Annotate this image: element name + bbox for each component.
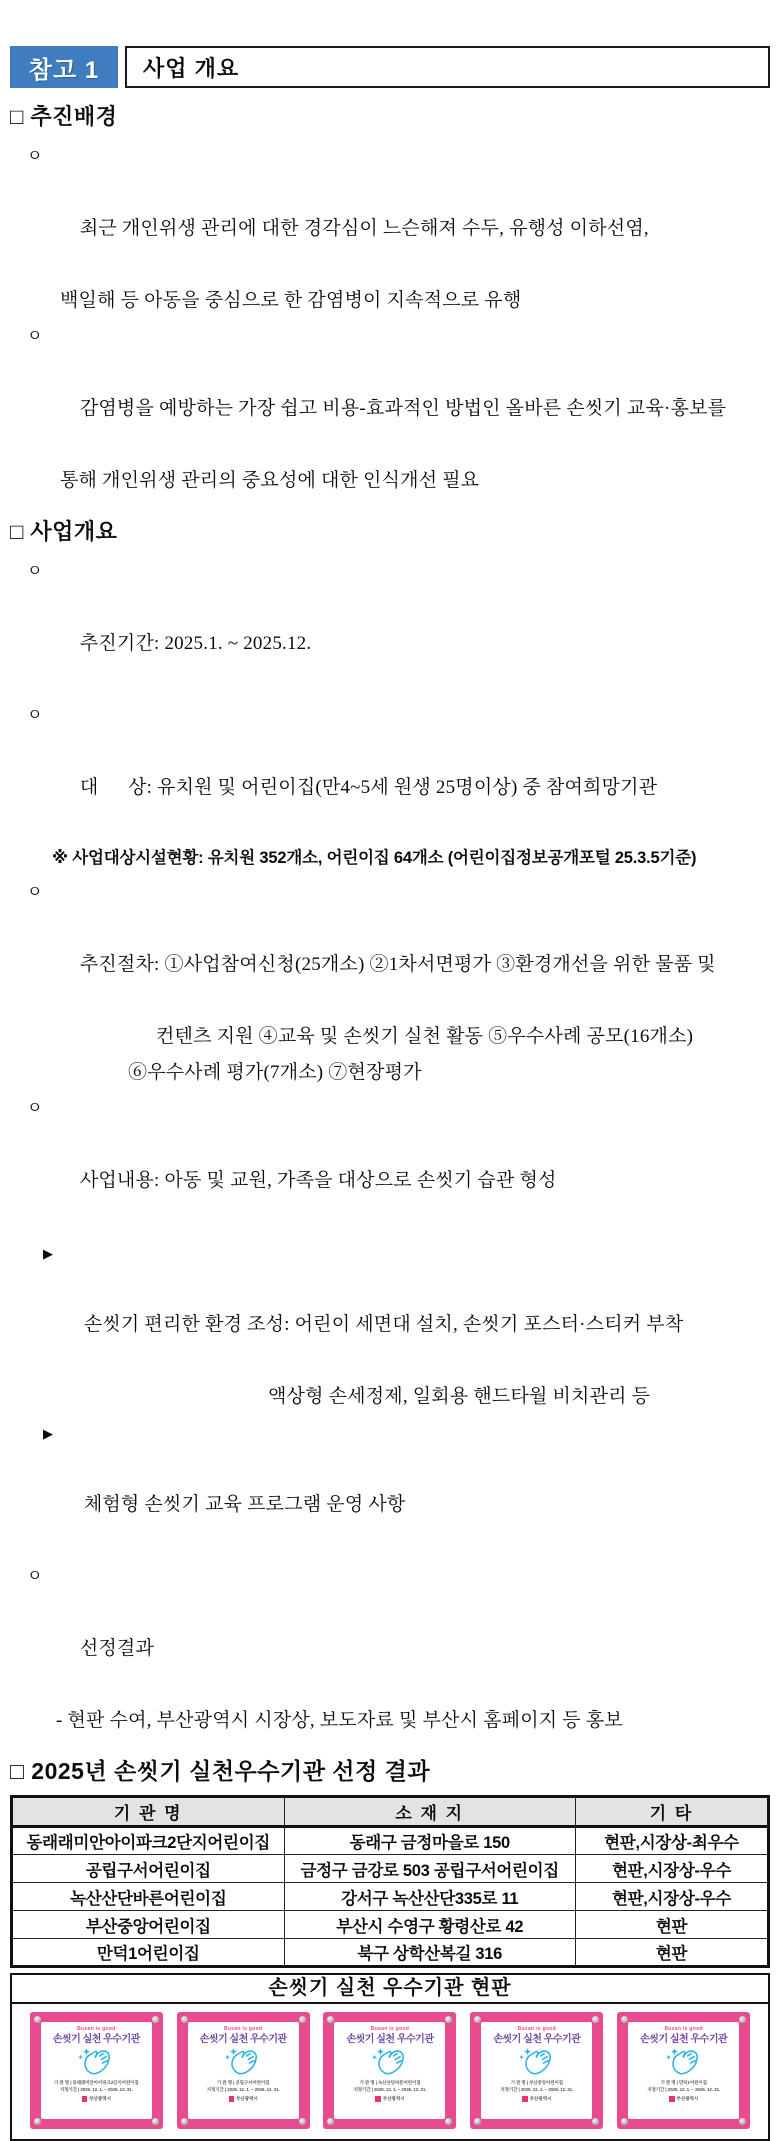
screw-icon xyxy=(181,2118,188,2125)
section-heading-selection: □ 2025년 손씻기 실천우수기관 선정 결과 xyxy=(10,1758,431,1784)
busan-logo-text: 부산광역시 xyxy=(89,2096,111,2101)
plaque-section xyxy=(10,1973,770,2141)
plaque-period-line: 지정기간 | 2025. 12. 1. ~ 2026. 12. 31. xyxy=(500,2086,574,2092)
bullet-marker: ㅇ xyxy=(27,328,43,345)
bullet-line xyxy=(10,139,770,283)
washing-hands-icon xyxy=(519,2047,555,2078)
busan-logo-icon xyxy=(229,2096,235,2102)
plaque-gallery xyxy=(12,2004,768,2139)
plaque-card xyxy=(188,2022,299,2119)
busan-logo xyxy=(522,2096,551,2102)
cell-etc: 현판,시장상-우수 xyxy=(575,1855,768,1883)
screw-icon xyxy=(739,2118,746,2125)
busan-slogan: Busan is good xyxy=(223,2026,263,2032)
busan-logo-icon xyxy=(669,2096,675,2102)
screw-icon xyxy=(474,2016,481,2023)
busan-logo xyxy=(375,2096,404,2102)
doc-title-box: 사업 개요 xyxy=(125,46,770,88)
table-row xyxy=(12,1939,769,1967)
plaque-section-title: 손씻기 실천 우수기관 현판 xyxy=(12,1975,768,2004)
bullet-marker: ㅇ xyxy=(27,884,43,901)
screw-icon xyxy=(327,2016,334,2023)
plaque-period-line: 지정기간 | 2025. 12. 1. ~ 2026. 12. 31. xyxy=(353,2086,427,2092)
plaque-org-line: 기 관 명 | 부산중앙어린이집 xyxy=(510,2080,564,2085)
sub-bullet-line xyxy=(10,1415,770,1559)
section-heading-background: □ 추진배경 xyxy=(10,104,118,129)
bullet-line xyxy=(10,1559,770,1703)
bullet-marker: ㅇ xyxy=(27,707,43,724)
screw-icon xyxy=(739,2016,746,2023)
plaque-card xyxy=(41,2022,152,2119)
line-text: 통해 개인위생 관리의 중요성에 대한 인식개선 필요 xyxy=(60,470,480,491)
screw-icon xyxy=(445,2118,452,2125)
busan-logo-text: 부산광역시 xyxy=(676,2096,699,2101)
table-row xyxy=(12,1827,769,1855)
plaque-image xyxy=(30,2012,163,2129)
col-header-etc: 기 타 xyxy=(575,1797,768,1827)
washing-hands-icon xyxy=(78,2047,114,2078)
bullet-marker: ㅇ xyxy=(27,148,43,165)
line-text: 감염병을 예방하는 가장 쉽고 비용-효과적인 방법인 올바른 손씻기 교육·홍보를 xyxy=(79,398,727,419)
cell-institution: 만덕1어린이집 xyxy=(12,1939,285,1967)
bullet-line xyxy=(10,698,770,842)
screw-icon xyxy=(34,2118,41,2125)
note-line: ※ 사업대상시설현황: 유치원 352개소, 어린이집 64개소 (어린이집정보공개포털 25.3.5기준) xyxy=(52,849,697,867)
plaque-title: 손씻기 실천 우수기관 xyxy=(52,2034,140,2045)
table-header-row xyxy=(12,1797,769,1827)
washing-hands-icon xyxy=(225,2047,261,2078)
line-text: - 현판 수여, 부산광역시 시장상, 보도자료 및 부산시 홈페이지 등 홍보 xyxy=(56,1710,623,1731)
cell-institution: 공립구서어린이집 xyxy=(12,1855,285,1883)
sub-bullet-line xyxy=(10,1235,770,1379)
screw-icon xyxy=(474,2118,481,2125)
line-text: 선정결과 xyxy=(79,1638,155,1659)
cell-institution: 동래래미안아이파크2단지어린이집 xyxy=(12,1827,285,1855)
section-heading-overview: □ 사업개요 xyxy=(10,519,118,544)
line-text: 백일해 등 아동을 중심으로 한 감염병이 지속적으로 유행 xyxy=(60,290,522,311)
screw-icon xyxy=(299,2118,306,2125)
cell-location: 부산시 수영구 황령산로 42 xyxy=(284,1911,575,1939)
cell-location: 금정구 금강로 503 공립구서어린이집 xyxy=(284,1855,575,1883)
arrow-bullet-marker: ▶ xyxy=(43,1246,54,1261)
table-row xyxy=(12,1911,769,1939)
line-text: 사업내용: 아동 및 교원, 가족을 대상으로 손씻기 습관 형성 xyxy=(79,1170,557,1191)
busan-logo-text: 부산광역시 xyxy=(382,2096,405,2101)
plaque-image xyxy=(177,2012,310,2129)
busan-logo-icon xyxy=(375,2096,381,2102)
screw-icon xyxy=(592,2118,599,2125)
busan-slogan: Busan is good xyxy=(370,2026,410,2032)
cell-etc: 현판 xyxy=(575,1911,768,1939)
screw-icon xyxy=(445,2016,452,2023)
bullet-marker: ㅇ xyxy=(27,1100,43,1117)
bullet-line xyxy=(10,319,770,463)
busan-slogan: Busan is good xyxy=(77,2026,116,2032)
col-header-institution: 기 관 명 xyxy=(12,1797,285,1827)
line-text: ⑥우수사례 평가(7개소) ⑦현장평가 xyxy=(128,1062,422,1083)
bullet-marker: ㅇ xyxy=(27,563,43,580)
line-text: 추진절차: ①사업참여신청(25개소) ②1차서면평가 ③환경개선을 위한 물품 및 xyxy=(79,954,716,975)
plaque-title: 손씻기 실천 우수기관 xyxy=(199,2034,287,2045)
cell-location: 북구 상학산복길 316 xyxy=(284,1939,575,1967)
line-text: 체험형 손씻기 교육 프로그램 운영 사항 xyxy=(83,1494,406,1515)
plaque-org-line: 기 관 명 | 공립구서어린이집 xyxy=(216,2080,270,2085)
plaque-title: 손씻기 실천 우수기관 xyxy=(640,2034,728,2045)
plaque-image xyxy=(617,2012,750,2129)
plaque-org-line: 기 관 명 | 동래래미안아이파크2단지어린이집 xyxy=(54,2080,139,2085)
plaque-image xyxy=(470,2012,603,2129)
cell-location: 동래구 금정마을로 150 xyxy=(284,1827,575,1855)
reference-badge: 참고 1 xyxy=(10,46,118,88)
line-text: 최근 개인위생 관리에 대한 경각심이 느슨해져 수두, 유행성 이하선염, xyxy=(79,218,649,239)
plaque-card xyxy=(481,2022,592,2119)
screw-icon xyxy=(34,2016,41,2023)
busan-logo xyxy=(669,2096,698,2102)
bullet-line xyxy=(10,875,770,1019)
plaque-card xyxy=(628,2022,739,2119)
plaque-title: 손씻기 실천 우수기관 xyxy=(493,2034,581,2045)
screw-icon xyxy=(327,2118,334,2125)
washing-hands-icon xyxy=(372,2047,408,2078)
busan-logo xyxy=(229,2096,258,2102)
line-text: 손씻기 편리한 환경 조성: 어린이 세면대 설치, 손씻기 포스터·스티커 부착 xyxy=(83,1314,684,1335)
screw-icon xyxy=(299,2016,306,2023)
cell-location: 강서구 녹산산단335로 11 xyxy=(284,1883,575,1911)
screw-icon xyxy=(621,2118,628,2125)
busan-logo-text: 부산광역시 xyxy=(529,2096,552,2101)
cell-etc: 현판,시장상-최우수 xyxy=(575,1827,768,1855)
screw-icon xyxy=(181,2016,188,2023)
arrow-bullet-marker: ▶ xyxy=(43,1426,54,1441)
busan-slogan: Busan is good xyxy=(517,2026,556,2032)
busan-logo-text: 부산광역시 xyxy=(236,2096,258,2101)
bullet-marker: ㅇ xyxy=(27,1568,43,1585)
busan-logo-icon xyxy=(522,2096,528,2102)
screw-icon xyxy=(592,2016,599,2023)
bullet-line xyxy=(10,554,770,698)
cell-institution: 녹산산단바른어린이집 xyxy=(12,1883,285,1911)
plaque-org-line: 기 관 명 | 녹산산단바른어린이집 xyxy=(359,2080,421,2085)
washing-hands-icon xyxy=(666,2047,702,2078)
line-text: 액상형 손세정제, 일회용 핸드타월 비치관리 등 xyxy=(268,1386,651,1407)
plaque-image xyxy=(323,2012,456,2129)
selection-table xyxy=(10,1795,770,1968)
plaque-period-line: 지정기간 | 2025. 12. 1. ~ 2026. 12. 31. xyxy=(59,2086,133,2092)
line-text: 대 상: 유치원 및 어린이집(만4~5세 원생 25명이상) 중 참여희망기관 xyxy=(79,777,658,798)
cell-etc: 현판 xyxy=(575,1939,768,1967)
doc-header xyxy=(10,46,770,88)
screw-icon xyxy=(152,2118,159,2125)
plaque-period-line: 지정기간 | 2025. 12. 1. ~ 2026. 12. 31. xyxy=(647,2086,721,2092)
cell-etc: 현판,시장상-우수 xyxy=(575,1883,768,1911)
screw-icon xyxy=(152,2016,159,2023)
plaque-title: 손씻기 실천 우수기관 xyxy=(346,2034,434,2045)
line-text: 추진기간: 2025.1. ~ 2025.12. xyxy=(79,633,312,654)
plaque-period-line: 지정기간 | 2025. 12. 1. ~ 2026. 12. 31. xyxy=(206,2086,280,2092)
cell-institution: 부산중앙어린이집 xyxy=(12,1911,285,1939)
plaque-card xyxy=(334,2022,445,2119)
busan-logo-icon xyxy=(82,2096,88,2102)
screw-icon xyxy=(621,2016,628,2023)
plaque-org-line: 기 관 명 | 만덕1어린이집 xyxy=(660,2080,707,2085)
bullet-line xyxy=(10,1091,770,1235)
col-header-location: 소 재 지 xyxy=(284,1797,575,1827)
busan-slogan: Busan is good xyxy=(664,2026,703,2032)
table-row xyxy=(12,1883,769,1911)
line-text: 컨텐츠 지원 ④교육 및 손씻기 실천 활동 ⑤우수사례 공모(16개소) xyxy=(156,1026,694,1047)
busan-logo xyxy=(82,2096,111,2102)
table-row xyxy=(12,1855,769,1883)
